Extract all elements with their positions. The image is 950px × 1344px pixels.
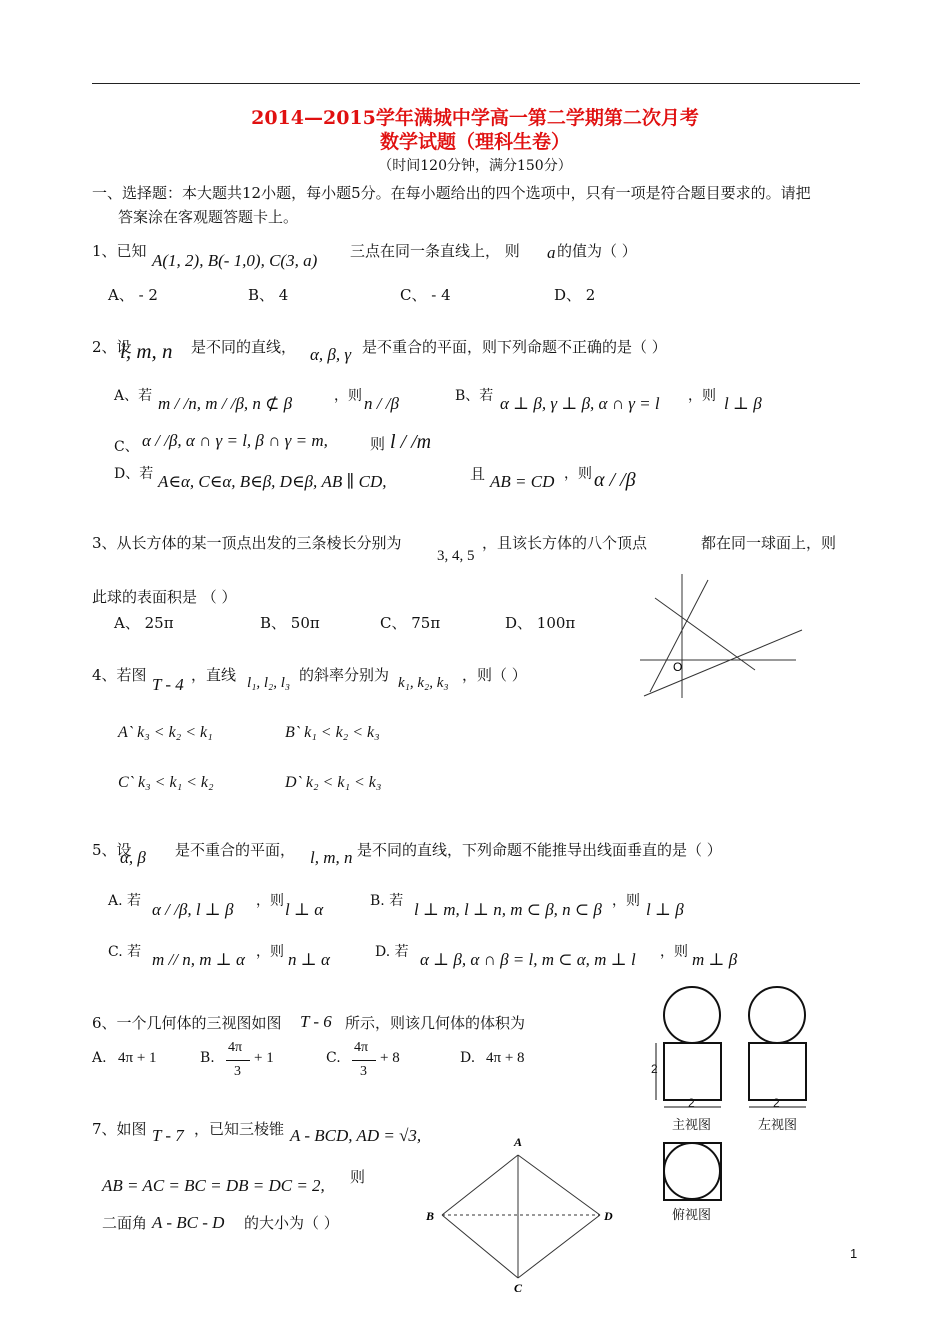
q2-prefix: 2、设: [92, 338, 132, 356]
q3-line1: 3、从长方体的某一顶点出发的三条棱长分别为: [92, 534, 402, 552]
q5-opt-b-then: ，则: [612, 893, 640, 909]
q2-opt-a-prefix: A、若: [114, 388, 153, 404]
q2-opt-d-math[interactable]: A∈α, C∈α, B∈β, D∈β, AB ∥ CD,: [158, 472, 387, 491]
q3-line1c: 都在同一球面上，则: [701, 534, 837, 552]
q5-prefix: 5、设: [92, 841, 132, 859]
q7-tetrahedron-figure: [420, 1130, 620, 1295]
q7-prefix: 7、如图: [92, 1120, 147, 1138]
q3-option-c[interactable]: C、 75π: [380, 614, 441, 632]
q4-suffix: ，则（ ）: [462, 666, 527, 684]
line-l2: [650, 580, 708, 692]
edge-ad: [518, 1155, 600, 1215]
q5-opt-c-prefix: C. 若: [108, 944, 142, 960]
q6-opt-c-den: 3: [360, 1064, 367, 1079]
q1-option-a[interactable]: A、 - 2: [108, 286, 158, 304]
q1-var: a: [547, 243, 556, 262]
q2-opt-a-math[interactable]: m / /n, m / /β, n ⊄ β: [158, 394, 293, 413]
q2-opt-d-math2: AB = CD: [490, 472, 555, 491]
q2-opt-a-then: ，则: [334, 388, 362, 404]
q6-three-views-figure: [640, 980, 840, 1220]
q2-opt-c-res: l / /m: [390, 431, 432, 453]
q1-option-c[interactable]: C、 - 4: [400, 286, 451, 304]
q6-opt-b-num[interactable]: 4π: [228, 1040, 243, 1055]
q1-text: 三点在同一条直线上， 则: [350, 242, 520, 260]
side-cylinder: [749, 1043, 806, 1100]
q2-text2: 是不重合的平面，则下列命题不正确的是（ ）: [362, 338, 667, 356]
q3-option-d[interactable]: D、 100π: [505, 614, 576, 632]
q6-opt-a-label: A.: [92, 1050, 107, 1066]
q5-opt-d-math[interactable]: α ⊥ β, α ∩ β = l, m ⊂ α, m ⊥ l: [420, 950, 636, 969]
q5-opt-c-res: n ⊥ α: [288, 950, 330, 969]
q5-text1: 是不重合的平面，: [175, 841, 296, 859]
top-view-caption: 俯视图: [672, 1208, 712, 1223]
exam-title-line1: 2014—2015学年满城中学高一第二学期第二次月考: [251, 107, 699, 129]
line-l3: [644, 630, 802, 696]
q2-math-lines: l, m, n: [120, 339, 173, 363]
q4-text2: 的斜率分别为: [299, 666, 390, 684]
q1-prefix: 1、已知: [92, 242, 147, 260]
q4-prefix: 4、若图: [92, 666, 147, 684]
q1-math: A(1, 2), B(- 1,0), C(3, a): [152, 251, 318, 270]
q7-then: 则: [350, 1168, 366, 1186]
q2-opt-d-and: 且: [470, 465, 486, 483]
q2-opt-c-then: 则: [370, 435, 386, 453]
q2-opt-a-res: n / /β: [364, 394, 399, 413]
q5-opt-d-prefix: D. 若: [375, 944, 409, 960]
origin-label: O: [673, 660, 683, 674]
q5-opt-a-res: l ⊥ α: [285, 900, 324, 919]
side-width-label: 2: [773, 1096, 780, 1110]
q2-opt-b-math[interactable]: α ⊥ β, γ ⊥ β, α ∩ γ = l: [500, 394, 660, 413]
side-view-caption: 左视图: [758, 1118, 798, 1133]
q5-text2: 是不同的直线，下列命题不能推导出线面垂直的是（ ）: [357, 841, 722, 859]
vertex-d-label: D: [604, 1209, 613, 1223]
q6-opt-d-label: D.: [460, 1050, 476, 1066]
q6-opt-c-num[interactable]: 4π: [354, 1040, 369, 1055]
q7-fig: T - 7: [152, 1126, 184, 1145]
q4-option-c[interactable]: C` k₃ < k₁ < k₂: [118, 774, 214, 791]
q4-lines-figure: [630, 570, 810, 700]
front-width-label: 2: [688, 1096, 695, 1110]
q5-opt-d-then: ，则: [660, 944, 688, 960]
edge-dc: [518, 1215, 600, 1278]
q4-option-a[interactable]: A` k₃ < k₂ < k₁: [118, 724, 213, 741]
instructions-line2: 答案涂在客观题答题卡上。: [118, 208, 299, 226]
q7-line3-prefix: 二面角: [102, 1214, 148, 1232]
q6-opt-b-den: 3: [234, 1064, 241, 1079]
q2-math-planes: α, β, γ: [310, 345, 352, 364]
q6-opt-c-tail: + 8: [380, 1050, 400, 1066]
q5-opt-d-res: m ⊥ β: [692, 950, 738, 969]
q6-opt-b-label: B.: [200, 1050, 215, 1066]
top-circle: [664, 1143, 720, 1199]
q6-option-a[interactable]: 4π + 1: [118, 1050, 157, 1066]
q2-opt-d-prefix: D、若: [114, 466, 154, 482]
q7-line3-suffix: 的大小为（ ）: [244, 1214, 339, 1232]
q7-math3: A - BC - D: [152, 1213, 225, 1232]
q5-math2: l, m, n: [310, 848, 353, 867]
q2-text1: 是不同的直线，: [191, 338, 297, 356]
q6-opt-b-tail: + 1: [254, 1050, 274, 1066]
side-sphere: [749, 987, 805, 1043]
q4-fig: T - 4: [152, 675, 184, 694]
q5-opt-c-then: ，则: [256, 944, 284, 960]
exam-title-line2: 数学试题（理科生卷）: [379, 131, 570, 153]
q6-opt-b-fraction-bar: [226, 1060, 250, 1061]
q5-opt-b-math[interactable]: l ⊥ m, l ⊥ n, m ⊂ β, n ⊂ β: [414, 900, 602, 919]
q6-suffix: 所示，则该几何体的体积为: [345, 1014, 526, 1032]
q1-suffix: 的值为（ ）: [557, 242, 637, 260]
vertex-c-label: C: [514, 1281, 523, 1295]
q6-prefix: 6、一个几何体的三视图如图: [92, 1014, 282, 1032]
q4-math2: k₁, k₂, k₃: [398, 675, 449, 691]
q7-math1: A - BCD, AD = √3,: [290, 1126, 422, 1145]
q4-option-d[interactable]: D` k₂ < k₁ < k₃: [285, 774, 382, 791]
q2-opt-c-math[interactable]: α / /β, α ∩ γ = l, β ∩ γ = m,: [142, 431, 328, 450]
q3-option-b[interactable]: B、 50π: [260, 614, 320, 632]
edge-bc: [442, 1215, 518, 1278]
q5-opt-b-res: l ⊥ β: [646, 900, 684, 919]
q2-opt-b-then: ，则: [688, 388, 716, 404]
header-rule: [92, 83, 860, 84]
line-l1: [655, 598, 755, 670]
q6-opt-c-fraction-bar: [352, 1060, 376, 1061]
q6-opt-c-label: C.: [326, 1050, 341, 1066]
q5-opt-b-prefix: B. 若: [370, 893, 404, 909]
q4-text1: ，直线: [191, 666, 237, 684]
q4-option-b[interactable]: B` k₁ < k₂ < k₃: [285, 724, 380, 741]
q3-line2: 此球的表面积是 （ ）: [92, 588, 237, 606]
edge-ab: [442, 1155, 518, 1215]
page-number: 1: [850, 1246, 858, 1261]
q4-math: l₁, l₂, l₃: [247, 675, 291, 691]
q6-option-d[interactable]: 4π + 8: [486, 1050, 525, 1066]
q2-opt-c-prefix: C、: [114, 439, 139, 455]
q5-opt-a-math[interactable]: α / /β, l ⊥ β: [152, 900, 234, 919]
front-view-caption: 主视图: [672, 1118, 712, 1133]
front-cylinder: [664, 1043, 721, 1100]
q2-opt-b-res: l ⊥ β: [724, 394, 762, 413]
q5-opt-a-then: ，则: [256, 893, 284, 909]
q6-fig: T - 6: [300, 1012, 332, 1031]
q2-opt-d-then: ，则: [564, 466, 592, 482]
q3-math: 3, 4, 5: [437, 548, 475, 564]
q5-math1: α, β: [120, 848, 146, 867]
q1-option-d[interactable]: D、 2: [554, 286, 596, 304]
front-sphere: [664, 987, 720, 1043]
q1-option-b[interactable]: B、 4: [248, 286, 289, 304]
instructions-line1: 一、选择题：本大题共12小题，每小题5分。在每小题给出的四个选项中，只有一项是符合题目要求的。请把: [92, 184, 811, 202]
q3-option-a[interactable]: A、 25π: [114, 614, 174, 632]
q5-opt-a-prefix: A. 若: [108, 893, 142, 909]
vertex-a-label: A: [514, 1135, 523, 1149]
exam-subtitle: （时间120分钟，满分150分）: [378, 158, 572, 174]
front-height-label: 2: [651, 1062, 658, 1076]
q2-opt-b-prefix: B、若: [455, 388, 494, 404]
vertex-b-label: B: [426, 1209, 435, 1223]
q7-text1: ，已知三棱锥: [194, 1120, 285, 1138]
q2-opt-d-res: α / /β: [594, 469, 636, 491]
q3-line1b: ，且该长方体的八个顶点: [482, 534, 648, 552]
q5-opt-c-math[interactable]: m // n, m ⊥ α: [152, 950, 245, 969]
q7-math2: AB = AC = BC = DB = DC = 2,: [102, 1176, 325, 1195]
